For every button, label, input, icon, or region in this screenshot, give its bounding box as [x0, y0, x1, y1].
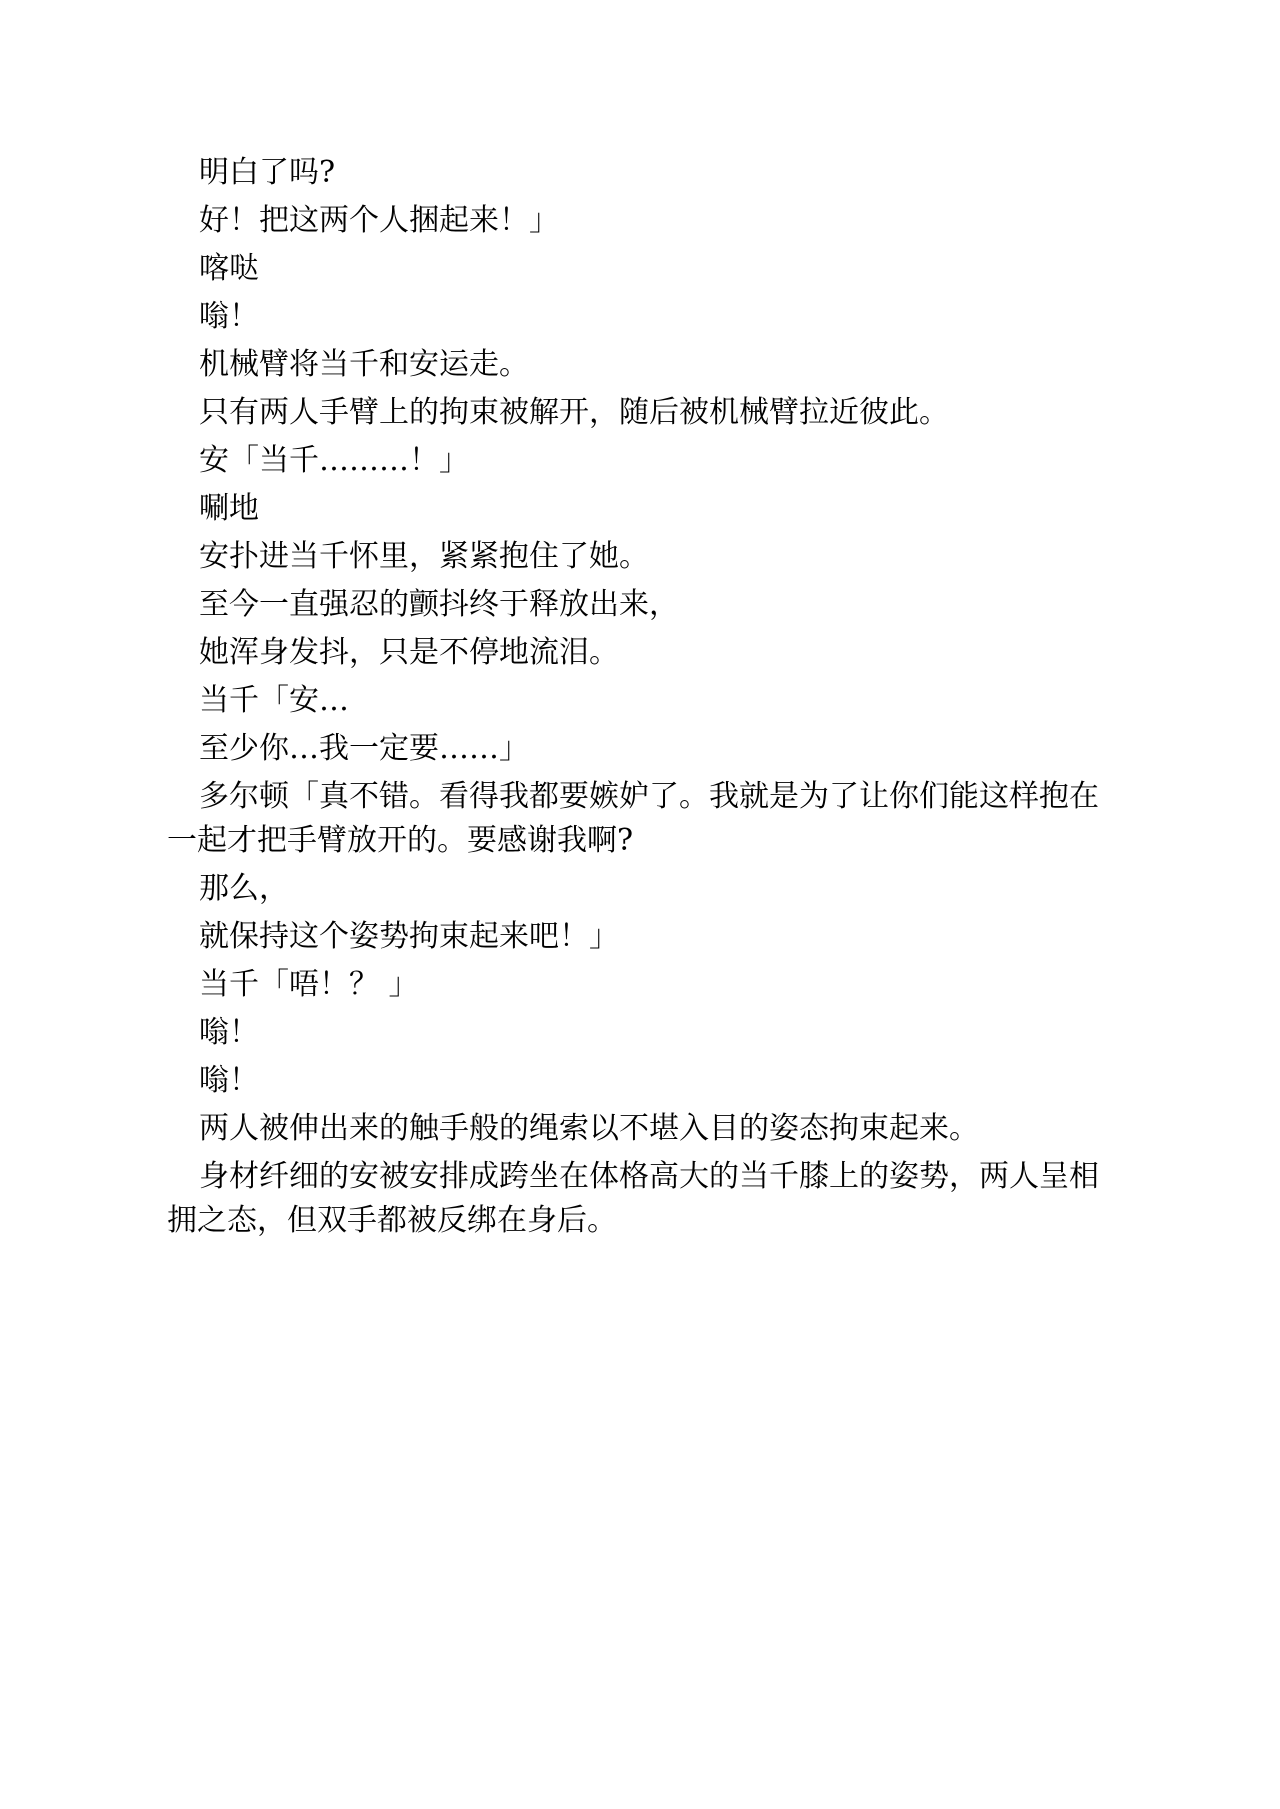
- document-body: [167, 151, 1127, 1247]
- paragraph: 那么，: [199, 871, 289, 906]
- paragraph: 至今一直强忍的颤抖终于释放出来，: [199, 587, 679, 622]
- paragraph: 唰地: [199, 491, 259, 526]
- paragraph: 安「当千………！」: [199, 443, 469, 478]
- paragraph: 就保持这个姿势拘束起来吧！」: [199, 919, 619, 954]
- paragraph: 好！把这两个人捆起来！」: [199, 203, 559, 238]
- paragraph: 当千「安…: [199, 683, 349, 718]
- paragraph: 只有两人手臂上的拘束被解开，随后被机械臂拉近彼此。: [199, 395, 949, 430]
- paragraph: 嗡！: [199, 1015, 259, 1050]
- paragraph: 机械臂将当千和安运走。: [199, 347, 529, 382]
- paragraph: 身材纤细的安被安排成跨坐在体格高大的当千膝上的姿势，两人呈相拥之态，但双手都被反绑在身后。: [167, 1159, 1099, 1238]
- paragraph: 嗡！: [199, 1063, 259, 1098]
- paragraph: 至少你…我一定要……」: [199, 731, 529, 766]
- paragraph: 她浑身发抖，只是不停地流泪。: [199, 635, 619, 670]
- paragraph: 喀哒: [199, 251, 259, 286]
- paragraph: 明白了吗?: [199, 155, 336, 190]
- paragraph: 多尔顿「真不错。看得我都要嫉妒了。我就是为了让你们能这样抱在一起才把手臂放开的。要感谢我啊?: [167, 779, 1099, 858]
- paragraph: 嗡！: [199, 299, 259, 334]
- paragraph: 两人被伸出来的触手般的绳索以不堪入目的姿态拘束起来。: [199, 1111, 979, 1146]
- paragraph: 当千「唔！？ 」: [199, 967, 419, 1002]
- paragraph: 安扑进当千怀里，紧紧抱住了她。: [199, 539, 649, 574]
